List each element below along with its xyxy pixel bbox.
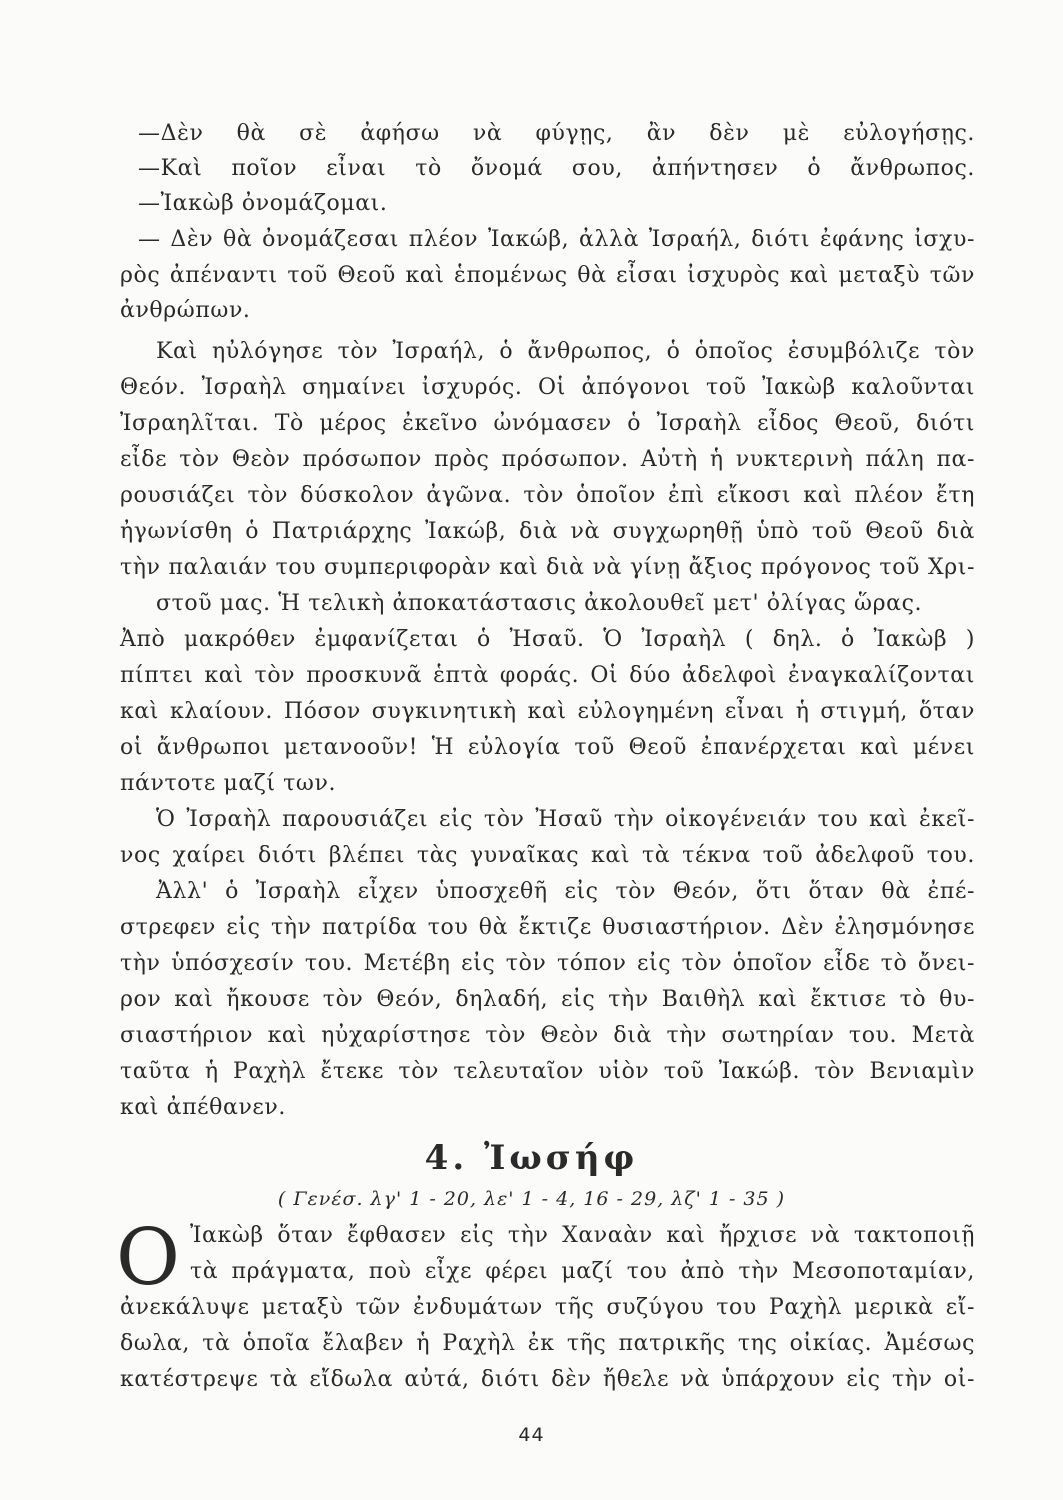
text-line: ρὸς ἀπέναντι τοῦ Θεοῦ καὶ ἑπομένως θὰ εἶσαι ἰσχυρὸς καὶ μεταξὺ τῶν <box>120 263 975 288</box>
section-text-line: δωλα, τὰ ὁποῖα ἔλαβεν ἡ Ραχὴλ ἐκ τῆς πατρικῆς της οἰκίας. Ἀμέσως <box>120 1331 975 1356</box>
text-line: οἱ ἄνθρωποι μετανοοῦν! Ἡ εὐλογία τοῦ Θεοῦ ἐπανέρχεται καὶ μένει <box>120 735 975 760</box>
text-line: τὴν παλαιάν του συμπεριφορὰν καὶ διὰ νὰ γίνῃ ἄξιος πρόγονος τοῦ Χρι- <box>120 555 975 580</box>
text-line: Ἰσραηλῖται. Τὸ μέρος ἐκεῖνο ὠνόμασεν ὁ Ἰσραὴλ εἶδος Θεοῦ, διότι <box>120 411 975 436</box>
text-line: Ὁ Ἰσραὴλ παρουσιάζει εἰς τὸν Ἠσαῦ τὴν οἰκογένειάν του καὶ ἐκεῖ- <box>156 807 975 832</box>
text-line: Ἀλλ' ὁ Ἰσραὴλ εἶχεν ὑποσχεθῆ εἰς τὸν Θεόν, ὅτι ὅταν θὰ ἐπέ- <box>156 879 975 904</box>
text-line: πάντοτε μαζί των. <box>120 771 337 796</box>
text-line: νος χαίρει διότι βλέπει τὰς γυναῖκας καὶ τὰ τέκνα τοῦ ἀδελφοῦ του. <box>120 843 975 868</box>
text-line: Καὶ ηὐλόγησε τὸν Ἰσραήλ, ὁ ἄνθρωπος, ὁ ὁποῖος ἐσυμβόλιζε τὸν <box>156 339 975 364</box>
text-line: ρουσιάζει τὸν δύσκολον ἀγῶνα. τὸν ὁποῖον ἐπὶ εἴκοσι καὶ πλέον ἔτη <box>120 483 975 508</box>
text-line: Ἀπὸ μακρόθεν ἐμφανίζεται ὁ Ἠσαῦ. Ὁ Ἰσραὴλ ( δηλ. ὁ Ἰακὼβ ) <box>120 627 975 652</box>
text-line: καὶ κλαίουν. Πόσον συγκινητικὴ καὶ εὐλογημένη εἶναι ἡ στιγμή, ὅταν <box>120 699 975 724</box>
text-line: στοῦ μας. Ἡ τελικὴ ἀποκατάστασις ἀκολουθεῖ μετ' ὀλίγας ὥρας. <box>156 591 923 616</box>
page-number: 44 <box>518 1424 545 1446</box>
text-line: ρον καὶ ἤκουσε τὸν Θεόν, δηλαδή, εἰς τὴν Βαιθὴλ καὶ ἔκτισε τὸ θυ- <box>120 987 975 1012</box>
text-line: πίπτει καὶ τὸν προσκυνᾶ ἑπτὰ φοράς. Οἱ δύο ἀδελφοὶ ἐναγκαλίζονται <box>120 663 975 688</box>
scripture-reference: ( Γενέσ. λγ' 1 - 20, λε' 1 - 4, 16 - 29, λζ' 1 - 35 ) <box>277 1188 786 1210</box>
section-text-line: τὰ πράγματα, ποὺ εἶχε φέρει μαζί του ἀπὸ τὴν Μεσοποταμίαν, <box>190 1259 975 1284</box>
section-text-line: Ἰακὼβ ὅταν ἔφθασεν εἰς τὴν Χαναὰν καὶ ἤρχισε νὰ τακτοποιῇ <box>190 1223 975 1248</box>
section-text-line: ἀνεκάλυψε μεταξὺ τῶν ἐνδυμάτων τῆς συζύγου του Ραχὴλ μερικὰ εἴ- <box>120 1295 975 1320</box>
text-line: —Καὶ ποῖον εἶναι τὸ ὄνομά σου, ἀπήντησεν ὁ ἄνθρωπος. <box>138 156 975 181</box>
text-line: σιαστήριον καὶ ηὐχαρίστησε τὸν Θεὸν διὰ τὴν σωτηρίαν του. Μετὰ <box>120 1023 975 1048</box>
text-line: ἀνθρώπων. <box>120 298 251 323</box>
text-line: εἶδε τὸν Θεὸν πρόσωπον πρὸς πρόσωπον. Αὐτὴ ἡ νυκτερινὴ πάλη πα- <box>120 447 975 472</box>
section-text-line: κατέστρεψε τὰ εἴδωλα αὐτά, διότι δὲν ἤθελε νὰ ὑπάρχουν εἰς τὴν οἰ- <box>120 1367 975 1392</box>
text-line: —Ἰακὼβ ὀνομάζομαι. <box>138 191 388 216</box>
text-line: τὴν ὑπόσχεσίν του. Μετέβη εἰς τὸν τόπον εἰς τὸν ὁποῖον εἶδε τὸ ὄνει- <box>120 951 975 976</box>
text-line: καὶ ἀπέθανεν. <box>120 1095 286 1120</box>
text-line: ἠγωνίσθη ὁ Πατριάρχης Ἰακώβ, διὰ νὰ συγχωρηθῇ ὑπὸ τοῦ Θεοῦ διὰ <box>120 519 975 544</box>
text-line: — Δὲν θὰ ὀνομάζεσαι πλέον Ἰακώβ, ἀλλὰ Ἰσραήλ, διότι ἐφάνης ἰσχυ- <box>138 227 975 252</box>
drop-cap: Ο <box>116 1213 180 1303</box>
text-line: Θεόν. Ἰσραὴλ σημαίνει ἰσχυρός. Οἱ ἀπόγονοι τοῦ Ἰακὼβ καλοῦνται <box>120 375 975 400</box>
text-line: στρεφεν εἰς τὴν πατρίδα του θὰ ἔκτιζε θυσιαστήριον. Δὲν ἐλησμόνησε <box>120 915 975 940</box>
section-heading: 4. Ἰωσήφ <box>424 1138 639 1178</box>
text-line: —Δὲν θὰ σὲ ἀφήσω νὰ φύγῃς, ἂν δὲν μὲ εὐλογήσῃς. <box>138 121 975 146</box>
text-line: ταῦτα ἡ Ραχὴλ ἔτεκε τὸν τελευταῖον υἱὸν τοῦ Ἰακώβ. τὸν Βενιαμὶν <box>120 1059 975 1084</box>
